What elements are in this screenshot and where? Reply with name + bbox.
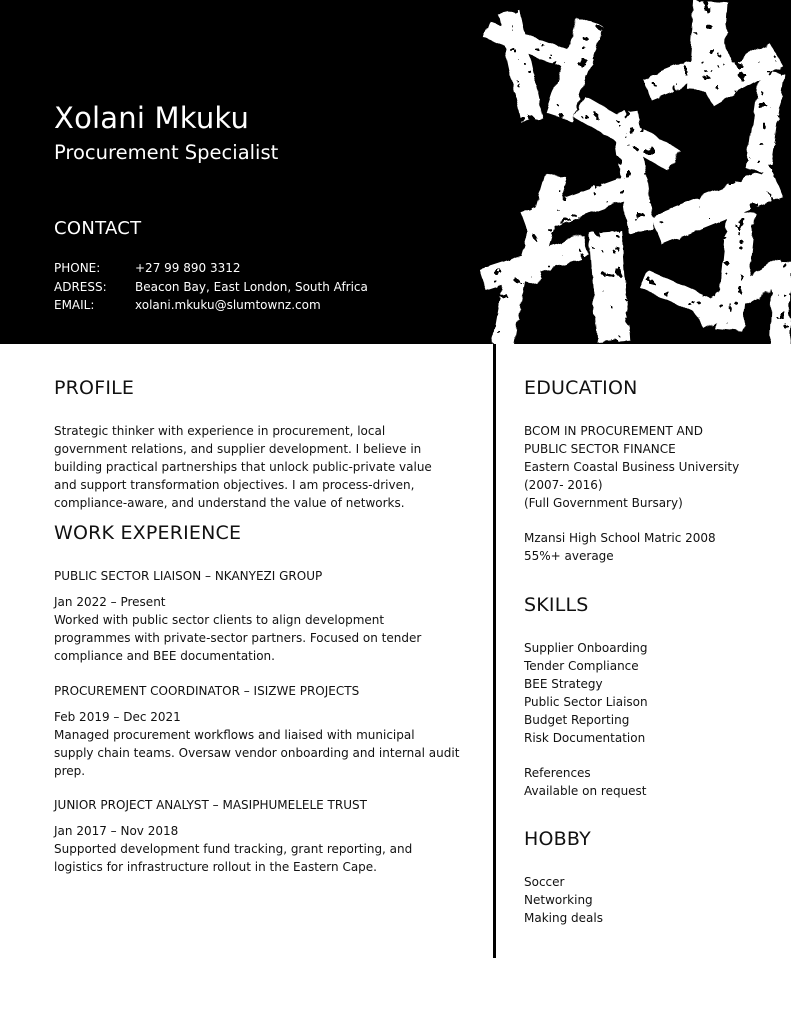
job-role: Procurement Specialist <box>54 141 279 164</box>
header-banner <box>0 0 791 344</box>
skill-item: Supplier Onboarding <box>524 641 648 655</box>
references-note <box>524 764 647 800</box>
profile-line: government relations, and supplier development. I believe in <box>54 442 422 456</box>
education-line: Eastern Coastal Business University <box>524 460 740 474</box>
profile-line: building practical partnerships that unlock public-private value <box>54 460 432 474</box>
skills-list <box>524 639 648 747</box>
skills-heading: SKILLS <box>524 594 589 616</box>
job-description <box>54 611 421 665</box>
job-title: JUNIOR PROJECT ANALYST – MASIPHUMELELE TRUST <box>54 798 367 812</box>
job-date: Jan 2022 – Present <box>54 595 166 609</box>
profile-line: compliance-aware, and understand the value of networks. <box>54 496 405 510</box>
hobby-item: Soccer <box>524 875 565 889</box>
job-description-line: supply chain teams. Oversaw vendor onboarding and internal audit <box>54 746 460 760</box>
profile-line: and support transformation objectives. I am process-driven, <box>54 478 415 492</box>
education-degree <box>524 422 739 512</box>
skill-item: Risk Documentation <box>524 731 646 745</box>
education-school <box>524 529 716 565</box>
job-description-line: Supported development fund tracking, grant reporting, and <box>54 842 413 856</box>
work-experience-heading: WORK EXPERIENCE <box>54 522 242 544</box>
contact-phone <box>54 261 240 275</box>
job-description-line: logistics for infrastructure rollout in the Eastern Cape. <box>54 860 377 874</box>
job-description <box>54 726 459 780</box>
education-line: 55%+ average <box>524 549 614 563</box>
job-date: Feb 2019 – Dec 2021 <box>54 710 181 724</box>
hobby-list <box>524 873 603 927</box>
hobby-item: Making deals <box>524 911 603 925</box>
skill-item: Budget Reporting <box>524 713 630 727</box>
skill-item: Tender Compliance <box>524 659 639 673</box>
job-title: PROCUREMENT COORDINATOR – ISIZWE PROJECTS <box>54 684 360 698</box>
profile-text <box>54 422 432 512</box>
contact-address-label: ADRESS: <box>54 280 107 294</box>
education-line: BCOM IN PROCUREMENT AND <box>524 424 703 438</box>
references-line: References <box>524 766 591 780</box>
contact-heading: CONTACT <box>54 218 142 239</box>
skill-item: Public Sector Liaison <box>524 695 648 709</box>
candidate-name: Xolani Mkuku <box>54 101 250 135</box>
hobby-item: Networking <box>524 893 593 907</box>
contact-email <box>54 298 321 312</box>
contact-address <box>54 280 368 294</box>
column-divider <box>493 344 496 958</box>
contact-address-value: Beacon Bay, East London, South Africa <box>135 280 368 294</box>
education-line: Mzansi High School Matric 2008 <box>524 531 716 545</box>
job-description-line: prep. <box>54 764 86 778</box>
profile-line: Strategic thinker with experience in procurement, local <box>54 424 386 438</box>
job-description <box>54 840 412 876</box>
contact-phone-label: PHONE: <box>54 261 101 275</box>
job-description-line: Worked with public sector clients to align development <box>54 613 385 627</box>
references-line: Available on request <box>524 784 647 798</box>
contact-email-value[interactable]: xolani.mkuku@slumtownz.com <box>135 298 321 312</box>
job-date: Jan 2017 – Nov 2018 <box>54 824 179 838</box>
contact-email-label: EMAIL: <box>54 298 95 312</box>
job-description-line: programmes with private-sector partners. Focused on tender <box>54 631 422 645</box>
education-heading: EDUCATION <box>524 377 638 399</box>
job-description-line: Managed procurement workflows and liaised with municipal <box>54 728 415 742</box>
job-title: PUBLIC SECTOR LIAISON – NKANYEZI GROUP <box>54 569 323 583</box>
education-line: PUBLIC SECTOR FINANCE <box>524 442 676 456</box>
hobby-heading: HOBBY <box>524 828 591 850</box>
profile-heading: PROFILE <box>54 377 135 399</box>
contact-phone-value: +27 99 890 3312 <box>135 261 241 275</box>
education-line: (Full Government Bursary) <box>524 496 683 510</box>
job-description-line: compliance and BEE documentation. <box>54 649 275 663</box>
education-line: (2007- 2016) <box>524 478 603 492</box>
skill-item: BEE Strategy <box>524 677 603 691</box>
